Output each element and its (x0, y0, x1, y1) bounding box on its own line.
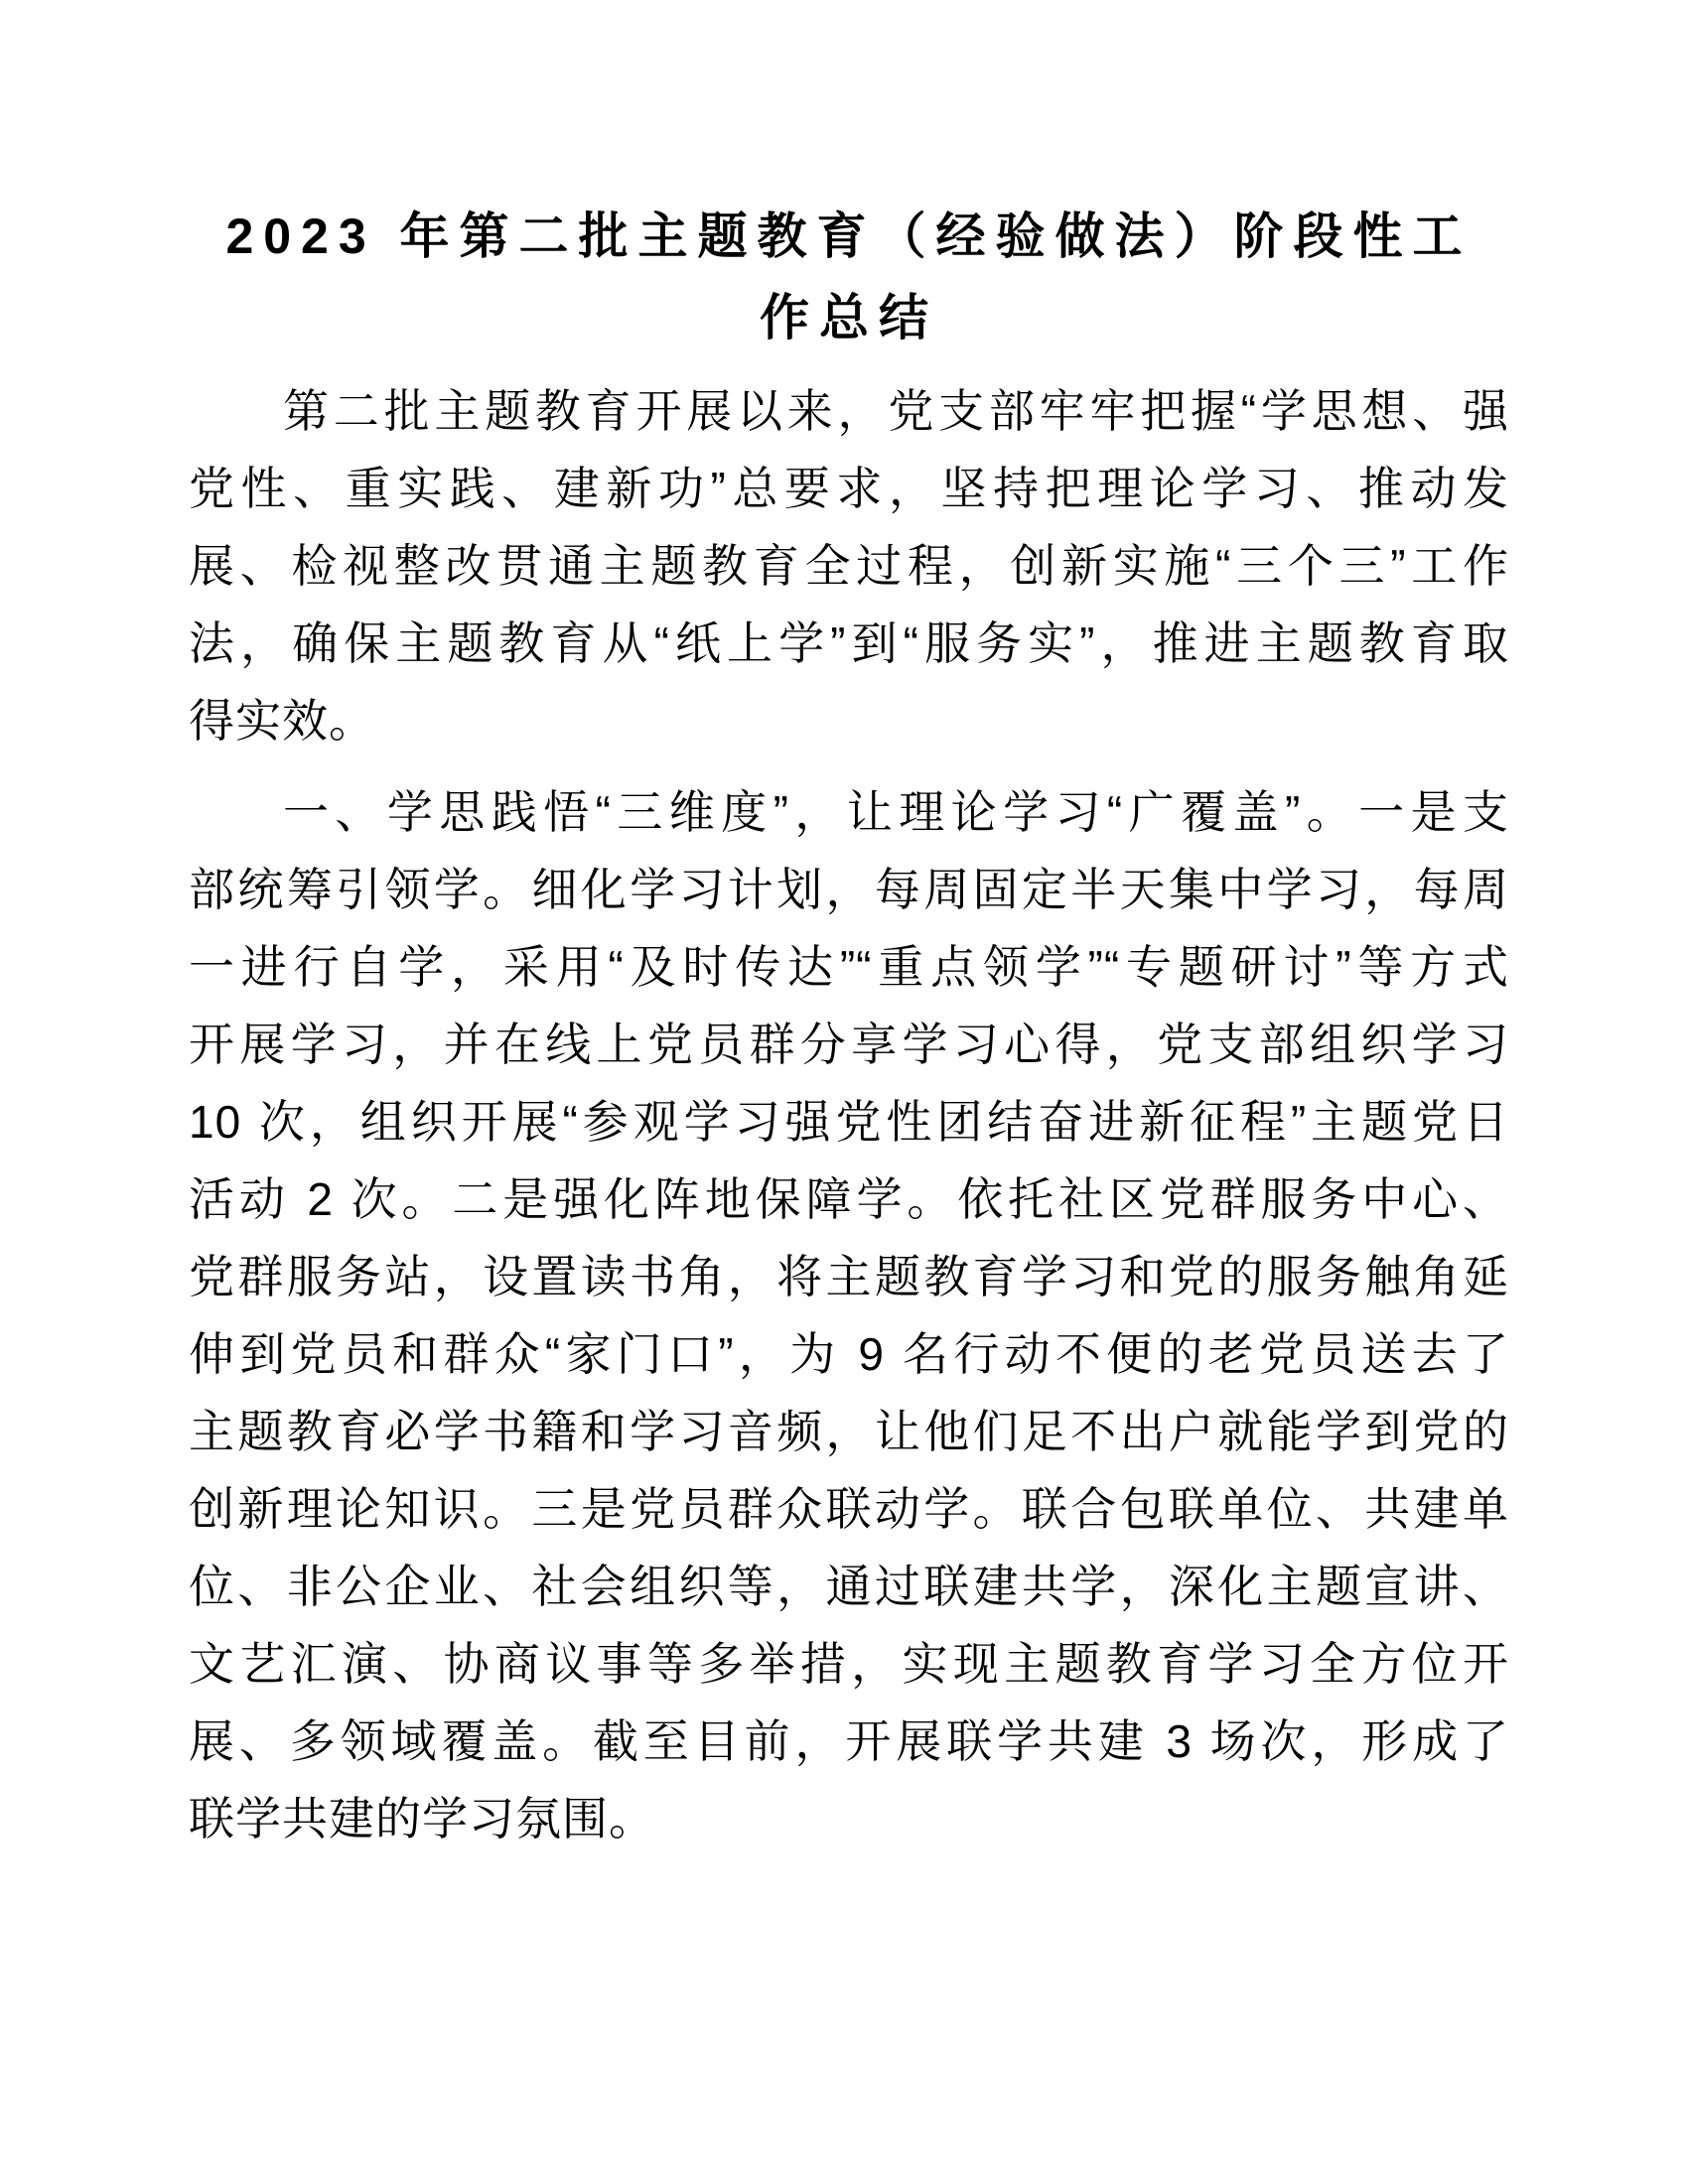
paragraph-line: 创新理论知识。三是党员群众联动学。联合包联单位、共建单 (189, 1483, 1509, 1535)
title-line: 2023 年第二批主题教育（经验做法）阶段性工 (225, 208, 1473, 264)
paragraph-line: 文艺汇演、协商议事等多举措，实现主题教育学习全方位开 (189, 1638, 1509, 1690)
paragraph-line: 法，确保主题教育从“纸上学”到“服务实”，推进主题教育取 (189, 617, 1509, 669)
paragraph-line: 伸到党员和群众“家门口”，为 9 名行动不便的老党员送去了 (189, 1328, 1509, 1380)
paragraph-line: 一、学思践悟“三维度”，让理论学习“广覆盖”。一是支 (283, 786, 1509, 838)
paragraph-line: 展、检视整改贯通主题教育全过程，创新实施“三个三”工作 (189, 540, 1509, 592)
paragraph-line: 党群服务站，设置读书角，将主题教育学习和党的服务触角延 (189, 1251, 1509, 1302)
paragraph-line: 展、多领域覆盖。截至目前，开展联学共建 3 场次，形成了 (189, 1715, 1509, 1767)
paragraph-line: 得实效。 (189, 695, 375, 747)
paragraph-line: 开展学习，并在线上党员群分享学习心得，党支部组织学习 (189, 1019, 1509, 1070)
paragraph-line: 联学共建的学习氛围。 (189, 1793, 655, 1844)
paragraph-line: 位、非公企业、社会组织等，通过联建共学，深化主题宣讲、 (189, 1561, 1509, 1612)
paragraph-line: 主题教育必学书籍和学习音频，让他们足不出户就能学到党的 (189, 1406, 1509, 1457)
paragraph-line: 部统筹引领学。细化学习计划，每周固定半天集中学习，每周 (189, 864, 1509, 915)
paragraph-line: 第二批主题教育开展以来，党支部牢牢把握“学思想、强 (283, 385, 1509, 437)
paragraph-section-one (189, 773, 1509, 1857)
title-line: 作总结 (760, 290, 938, 345)
paragraph-line: 10 次，组织开展“参观学习强党性团结奋进新征程”主题党日 (189, 1096, 1509, 1148)
paragraph-line: 活动 2 次。二是强化阵地保障学。依托社区党群服务中心、 (189, 1173, 1509, 1225)
document-title (189, 196, 1509, 358)
paragraph-line: 党性、重实践、建新功”总要求，坚持把理论学习、推动发 (189, 463, 1509, 514)
paragraph-intro (189, 372, 1509, 759)
paragraph-line: 一进行自学，采用“及时传达”“重点领学”“专题研讨”等方式 (189, 941, 1509, 993)
document-content (189, 196, 1509, 1857)
